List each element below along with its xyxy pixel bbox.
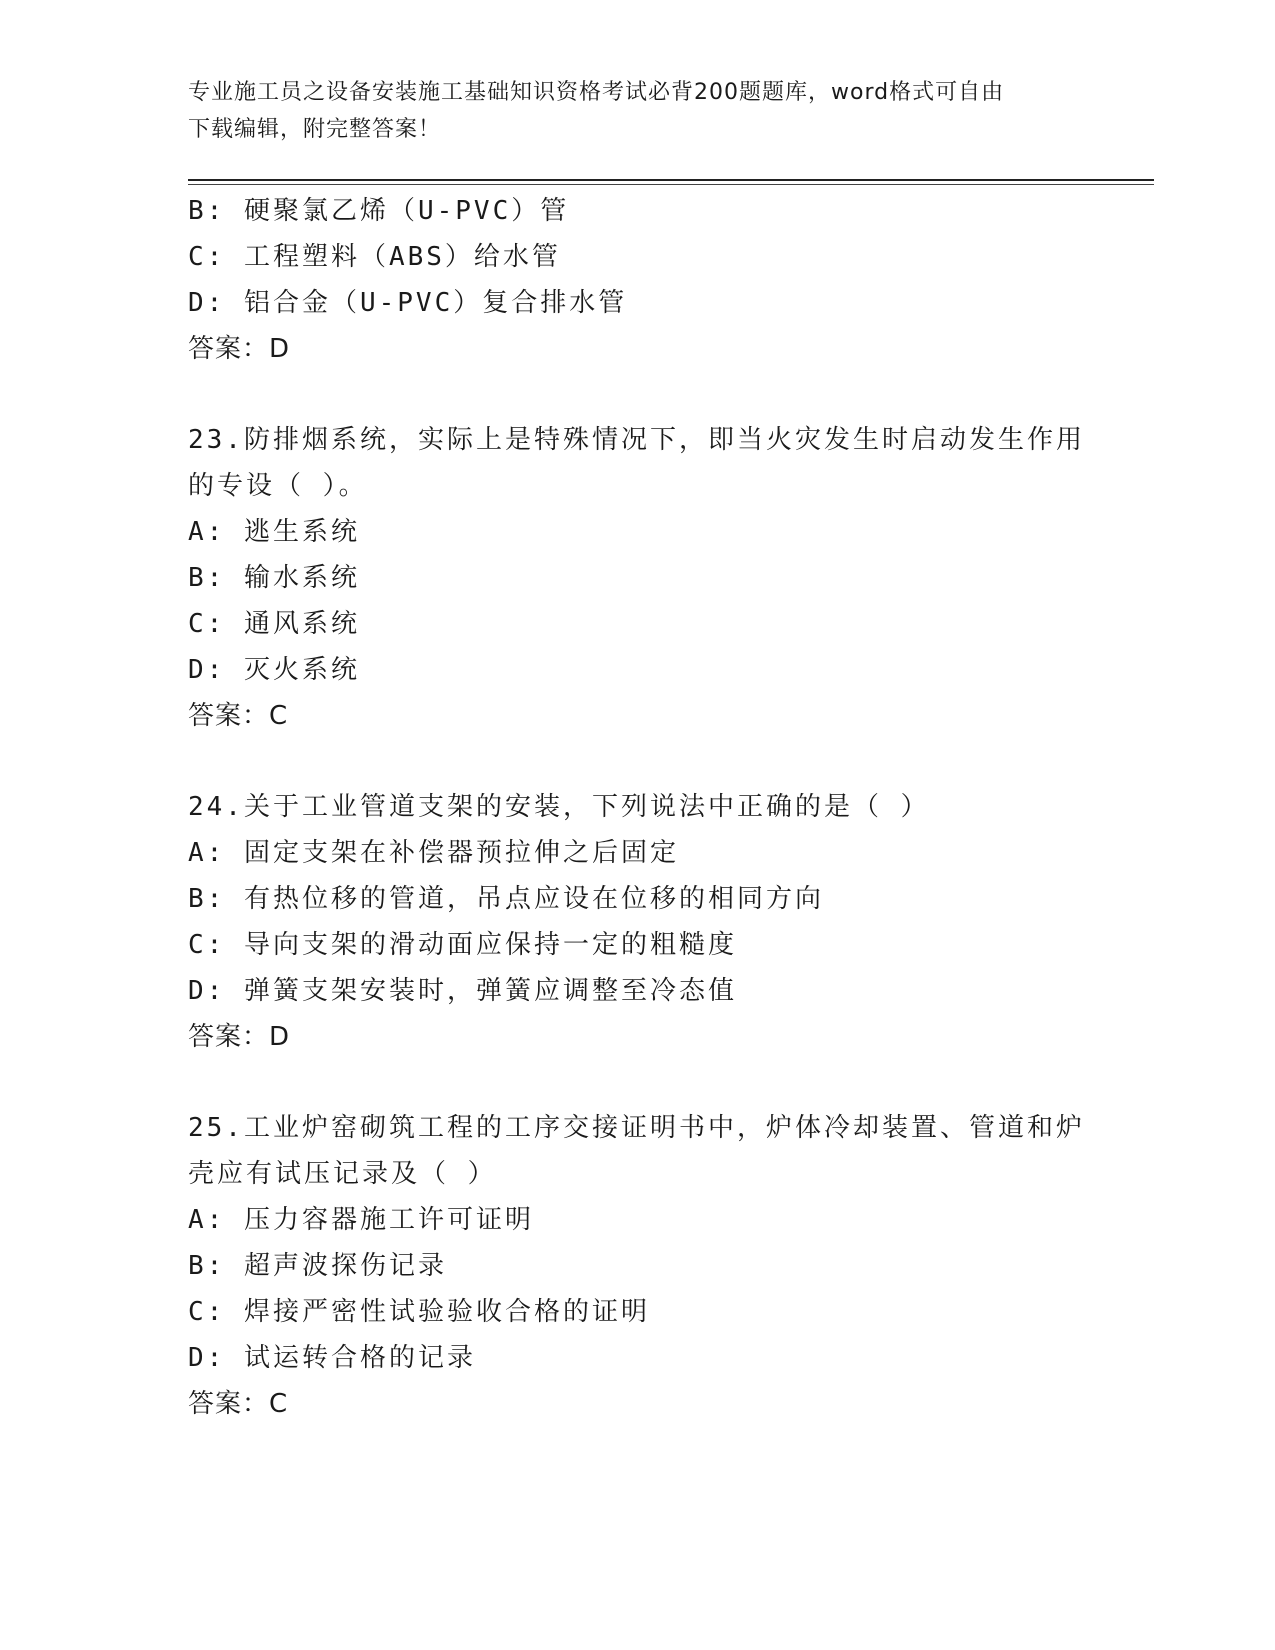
option-d: D: 试运转合格的记录 bbox=[188, 1343, 476, 1373]
option-d: D: 铝合金（U-PVC）复合排水管 bbox=[188, 288, 628, 318]
option-a: A: 逃生系统 bbox=[188, 517, 360, 547]
question-stem: 24.关于工业管道支架的安装，下列说法中正确的是（ ） bbox=[188, 792, 930, 822]
answer-line: 答案：C bbox=[188, 1389, 289, 1419]
option-c: C: 工程塑料（ABS）给水管 bbox=[188, 242, 561, 272]
option-c: C: 导向支架的滑动面应保持一定的粗糙度 bbox=[188, 930, 737, 960]
answer-line: 答案：D bbox=[188, 1022, 291, 1052]
option-b: B: 硬聚氯乙烯（U-PVC）管 bbox=[188, 196, 570, 226]
option-c: C: 焊接严密性试验验收合格的证明 bbox=[188, 1297, 650, 1327]
option-a: A: 固定支架在补偿器预拉伸之后固定 bbox=[188, 838, 679, 868]
header-divider-thin bbox=[188, 184, 1154, 185]
question-block-25 bbox=[188, 1105, 1088, 1427]
question-block-prev bbox=[188, 188, 1088, 372]
question-stem: 25.工业炉窑砌筑工程的工序交接证明书中，炉体冷却装置、管道和炉 bbox=[188, 1113, 1085, 1143]
spacer bbox=[188, 1060, 1088, 1105]
question-block-23 bbox=[188, 417, 1088, 739]
option-d: D: 弹簧支架安装时，弹簧应调整至冷态值 bbox=[188, 976, 737, 1006]
option-c: C: 通风系统 bbox=[188, 609, 360, 639]
header-line-1: 专业施工员之设备安装施工基础知识资格考试必背200题题库，word格式可自由 bbox=[188, 80, 1005, 105]
spacer bbox=[188, 372, 1088, 417]
option-a: A: 压力容器施工许可证明 bbox=[188, 1205, 534, 1235]
header-line-2: 下载编辑，附完整答案！ bbox=[188, 117, 442, 142]
document-body bbox=[188, 188, 1088, 1427]
document-header bbox=[188, 74, 1088, 148]
answer-line: 答案：D bbox=[188, 334, 291, 364]
option-b: B: 输水系统 bbox=[188, 563, 360, 593]
question-block-24 bbox=[188, 784, 1088, 1060]
header-divider-thick bbox=[188, 179, 1154, 181]
question-stem: 23.防排烟系统，实际上是特殊情况下，即当火灾发生时启动发生作用 bbox=[188, 425, 1085, 455]
answer-line: 答案：C bbox=[188, 701, 289, 731]
option-d: D: 灭火系统 bbox=[188, 655, 360, 685]
question-stem-continued: 的专设（ ）。 bbox=[188, 471, 368, 501]
question-stem-continued: 壳应有试压记录及（ ） bbox=[188, 1159, 497, 1189]
option-b: B: 超声波探伤记录 bbox=[188, 1251, 447, 1281]
option-b: B: 有热位移的管道，吊点应设在位移的相同方向 bbox=[188, 884, 824, 914]
spacer bbox=[188, 739, 1088, 784]
